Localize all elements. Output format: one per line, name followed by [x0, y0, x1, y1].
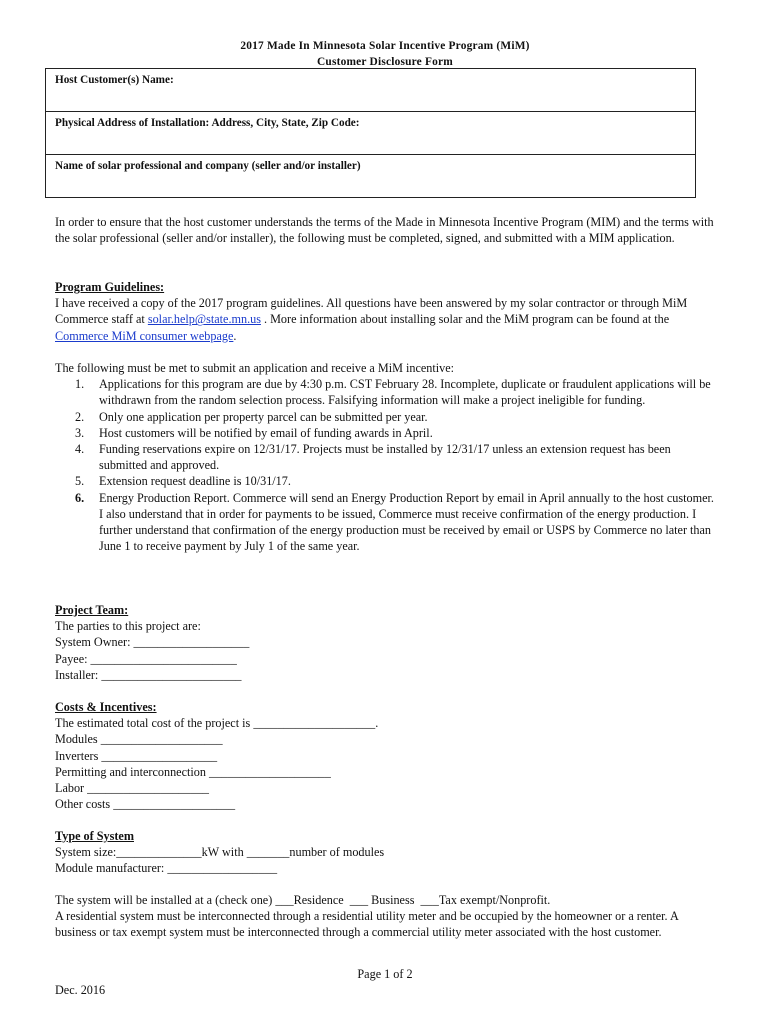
total-cost-field[interactable]: The estimated total cost of the project is ____________________. — [55, 716, 379, 731]
form-subtitle: Customer Disclosure Form — [317, 56, 453, 68]
list-item — [55, 490, 720, 555]
item-text: Energy Production Report. Commerce will send an Energy Production Report by email in April annually to the host customer. I also understand that in order for payments to be issued, Commerce must receive confirmation of the energy production. I further understand that confirmation of the energy production must be received by email or USPS by Commerce no later than June 1 to receive payment by July 1 of the same year. — [99, 490, 714, 554]
solar-professional-field[interactable]: Name of solar professional and company (seller and/or installer) — [55, 160, 361, 172]
support-email-link[interactable]: solar.help@state.mn.us — [147, 312, 261, 327]
list-item — [55, 473, 720, 489]
system-size-field[interactable]: System size:______________kW with _______number of modules — [55, 845, 385, 860]
list-item — [55, 376, 720, 408]
project-team-heading: Project Team: — [55, 603, 129, 617]
installation-type-text: A residential system must be interconnected through a residential utility meter and be occupied by the homeowner or a renter. A business or tax exempt system must be interconnected through a commercial utility meter associated with the host customer. — [55, 909, 679, 940]
item-text: Host customers will be notified by email of funding awards in April. — [99, 425, 433, 440]
payee-field[interactable]: Payee: ________________________ — [55, 651, 237, 666]
item-text: Extension request deadline is 10/31/17. — [99, 474, 291, 489]
list-item — [55, 409, 720, 425]
item-number: 2. — [75, 409, 85, 424]
requirements-intro: The following must be met to submit an application and receive a MiM incentive: — [55, 361, 455, 375]
item-number: 6. — [75, 490, 85, 505]
intro-paragraph: In order to ensure that the host customer understands the terms of the Made in Minnesota Incentive Program (MIM) and the terms with the solar professional (seller and/or installer), the following must be completed, signed, and submitted with a MIM application. — [55, 215, 714, 246]
list-item — [55, 441, 720, 473]
system-owner-field[interactable]: System Owner: ___________________ — [55, 635, 250, 650]
host-customer-name-field[interactable]: Host Customer(s) Name: — [46, 69, 695, 112]
requirements-list — [55, 376, 720, 554]
module-manufacturer-field[interactable]: Module manufacturer: __________________ — [55, 861, 278, 876]
list-item — [55, 425, 720, 441]
modules-cost-field[interactable]: Modules ____________________ — [55, 732, 223, 747]
consumer-webpage-link[interactable]: Commerce MiM consumer webpage — [55, 328, 234, 343]
requirements-section — [55, 360, 720, 554]
system-type-section — [55, 828, 720, 877]
other-costs-field[interactable]: Other costs ____________________ — [55, 797, 236, 812]
customer-info-table — [45, 68, 696, 198]
form-title: 2017 Made In Minnesota Solar Incentive Program (MiM) — [240, 40, 530, 52]
item-number: 3. — [75, 425, 85, 440]
guidelines-text-1: I have received a copy of the 2017 program guidelines. All questions have been answered by my solar contractor or through MiM Commerce staff at — [55, 296, 688, 327]
installation-type-section — [55, 892, 720, 941]
program-guidelines-text — [55, 295, 720, 344]
guidelines-text-2: . More information about installing solar and the MiM program can be found at the — [260, 312, 670, 327]
item-text: Only one application per property parcel can be submitted per year. — [99, 409, 428, 424]
item-number: 5. — [75, 474, 85, 489]
item-number: 1. — [75, 377, 85, 392]
permitting-cost-field[interactable]: Permitting and interconnection ____________________ — [55, 764, 331, 779]
item-number: 4. — [75, 442, 85, 457]
item-text: Funding reservations expire on 12/31/17. Projects must be installed by 12/31/17 unless an extension request has been submitted and approved. — [99, 442, 671, 473]
revision-date: Dec. 2016 — [55, 983, 106, 997]
installer-field[interactable]: Installer: _______________________ — [55, 667, 242, 682]
project-team-intro: The parties to this project are: — [55, 619, 201, 634]
costs-section — [55, 699, 720, 812]
guidelines-text-3: . — [233, 328, 237, 343]
program-guidelines-heading: Program Guidelines: — [55, 280, 165, 294]
page-number: Page 1 of 2 — [357, 967, 413, 981]
item-text: Applications for this program are due by 4:30 p.m. CST February 28. Incomplete, duplicate or fraudulent applications will be withdrawn from the random selection process. Falsifying information will make a project ineligible for funding. — [99, 377, 711, 408]
labor-cost-field[interactable]: Labor ____________________ — [55, 781, 210, 796]
installation-address-field[interactable]: Physical Address of Installation: Address, City, State, Zip Code: — [46, 112, 695, 155]
inverters-cost-field[interactable]: Inverters ___________________ — [55, 748, 218, 763]
project-team-section — [55, 602, 720, 683]
system-type-heading: Type of System — [55, 829, 134, 843]
program-guidelines-section — [55, 279, 720, 344]
installation-type-checkline[interactable]: The system will be installed at a (check one) ___Residence ___ Business ___Tax exempt/Nonprofit. — [55, 893, 551, 907]
costs-heading: Costs & Incentives: — [55, 700, 157, 714]
